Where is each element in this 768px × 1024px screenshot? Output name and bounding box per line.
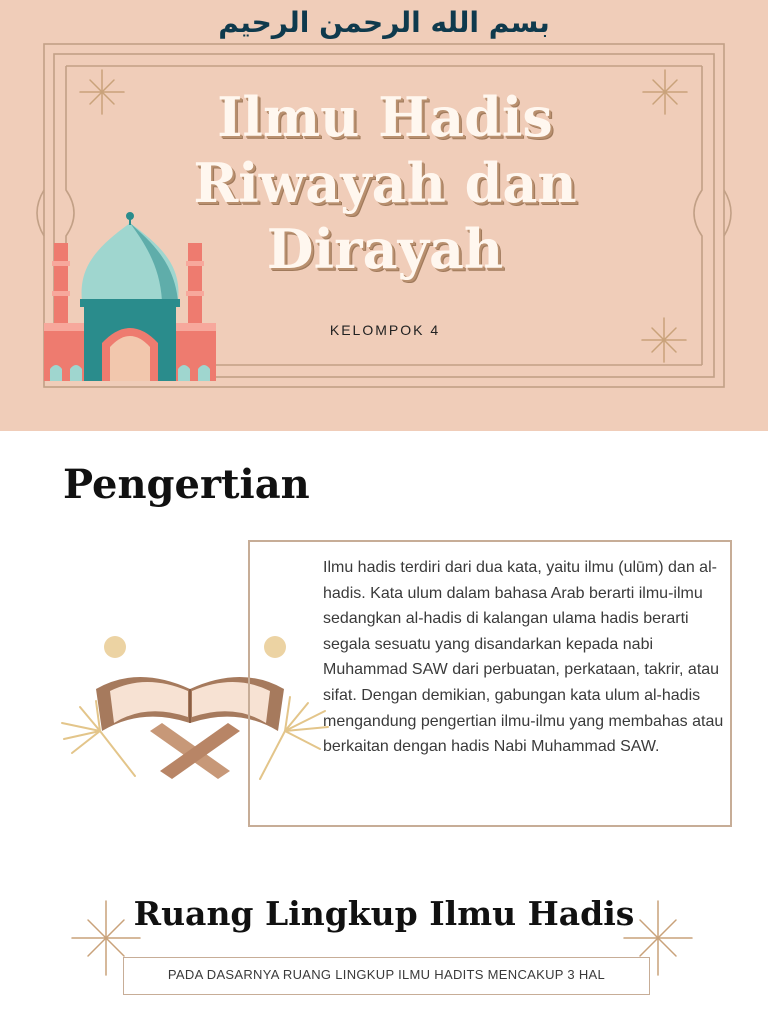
title-line: Riwayah dan — [193, 151, 577, 215]
scope-subtitle: PADA DASARNYA RUANG LINGKUP ILMU HADITS MENCAKUP 3 HAL — [167, 967, 606, 982]
section-heading: Ruang Lingkup Ilmu Hadis — [133, 894, 635, 933]
sparkle-icon — [640, 316, 688, 364]
title-line: Ilmu Hadis — [217, 85, 553, 149]
sparkle-icon — [78, 68, 126, 116]
definition-text: Ilmu hadis terdiri dari dua kata, yaitu ilmu (ulūm) dan al-hadis. Kata ulum dalam bahasa Arab berarti ilmu-ilmu sedangkan al-hadis di kalangan ulama hadis berarti segala sesuatu yang disandarkan kepada nabi Muhammad SAW dari perbuatan, perkataan, takrir, atau sifat. Dengan demikian, gabungan kata ulum al-hadis mengandung pengertian ilmu-ilmu yang membahas atau berkaitan dengan hadis Nabi Muhammad SAW. — [323, 559, 724, 756]
sparkle-icon — [641, 68, 689, 116]
title-line: Dirayah — [266, 217, 504, 281]
scope-slide — [0, 849, 768, 1024]
section-heading: Pengertian — [63, 461, 310, 508]
title-slide — [0, 0, 768, 431]
definition-slide — [0, 431, 768, 849]
mosque-icon — [40, 205, 220, 385]
group-label: KELOMPOK 4 — [329, 322, 441, 338]
presentation-title — [170, 84, 600, 282]
basmala-calligraphy: بسم الله الرحمن الرحيم — [218, 6, 550, 39]
